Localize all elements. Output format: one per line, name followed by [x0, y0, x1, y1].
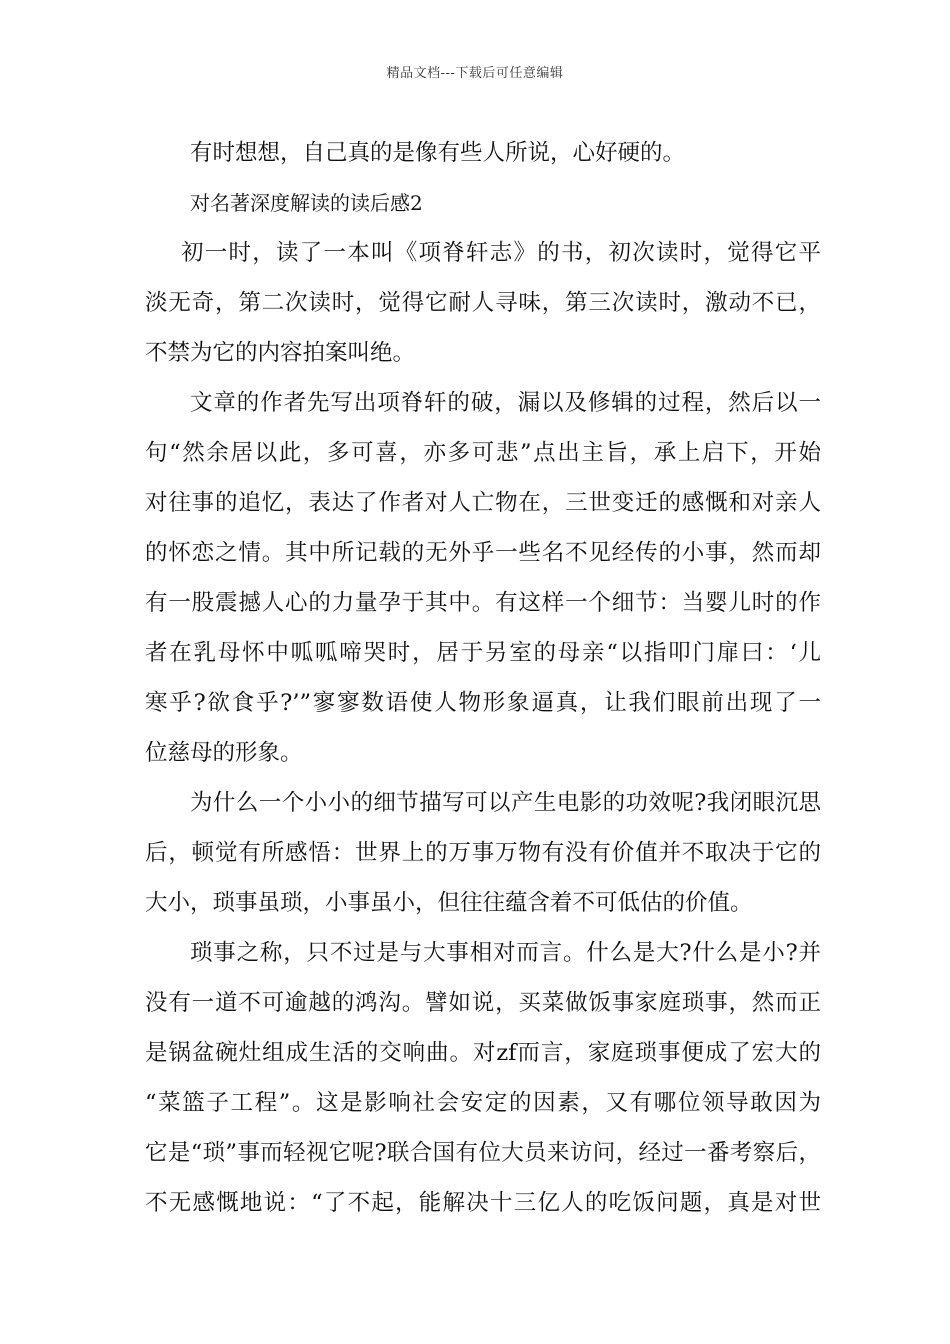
paragraph-line: 句“然余居以此，多可喜，亦多可悲”点出主旨，承上启下，开始 — [145, 440, 821, 466]
paragraph-line: 的怀恋之情。其中所记载的无外乎一些名不见经传的小事，然而却 — [145, 540, 821, 566]
paragraph-line: “菜篮子工程”。这是影响社会安定的因素，又有哪位领导敢因为 — [145, 1090, 821, 1116]
paragraph-line: 不无感慨地说：“了不起，能解决十三亿人的吃饭问题，真是对世 — [145, 1190, 821, 1216]
document-body — [145, 128, 821, 1228]
paragraph-line: 大小，琐事虽琐，小事虽小，但往往蕴含着不可低估的价值。 — [145, 890, 753, 916]
paragraph-line: 有时想想，自己真的是像有些人所说，心好硬的。 — [190, 140, 686, 166]
paragraph-line: 为什么一个小小的细节描写可以产生电影的功效呢?我闭眼沉思 — [190, 790, 821, 816]
paragraph-line: 后，顿觉有所感悟：世界上的万事万物有没有价值并不取决于它的 — [145, 840, 821, 866]
paragraph-line: 琐事之称，只不过是与大事相对而言。什么是大?什么是小?并 — [190, 940, 821, 966]
paragraph-line: 位慈母的形象。 — [145, 740, 303, 766]
paragraph-line: 它是“琐”事而轻视它呢?联合国有位大员来访问，经过一番考察后， — [145, 1140, 821, 1166]
paragraph-line: 对往事的追忆，表达了作者对人亡物在，三世变迁的感慨和对亲人 — [145, 490, 821, 516]
paragraph-line: 寒乎?欲食乎?’”寥寥数语使人物形象逼真，让我们眼前出现了一 — [145, 690, 821, 716]
paragraph-line: 者在乳母怀中呱呱啼哭时，居于另室的母亲“以指叩门扉曰：‘儿 — [145, 640, 821, 666]
paragraph-line: 不禁为它的内容拍案叫绝。 — [145, 340, 416, 366]
paragraph-line: 淡无奇，第二次读时，觉得它耐人寻味，第三次读时，激动不已， — [145, 290, 821, 316]
paragraph-line: 初一时，读了一本叫《项脊轩志》的书，初次读时，觉得它平 — [181, 240, 821, 266]
paragraph-line: 文章的作者先写出项脊轩的破，漏以及修辑的过程，然后以一 — [190, 390, 821, 416]
paragraph-line: 是锅盆碗灶组成生活的交响曲。对zf而言，家庭琐事便成了宏大的 — [145, 1040, 821, 1066]
page-header: 精品文档---下载后可任意编辑 — [386, 66, 564, 81]
paragraph-line: 没有一道不可逾越的鸿沟。譬如说，买菜做饭事家庭琐事，然而正 — [145, 990, 821, 1016]
section-title: 对名著深度解读的读后感2 — [190, 191, 423, 215]
paragraph-line: 有一股震撼人心的力量孕于其中。有这样一个细节：当婴儿时的作 — [145, 590, 821, 616]
